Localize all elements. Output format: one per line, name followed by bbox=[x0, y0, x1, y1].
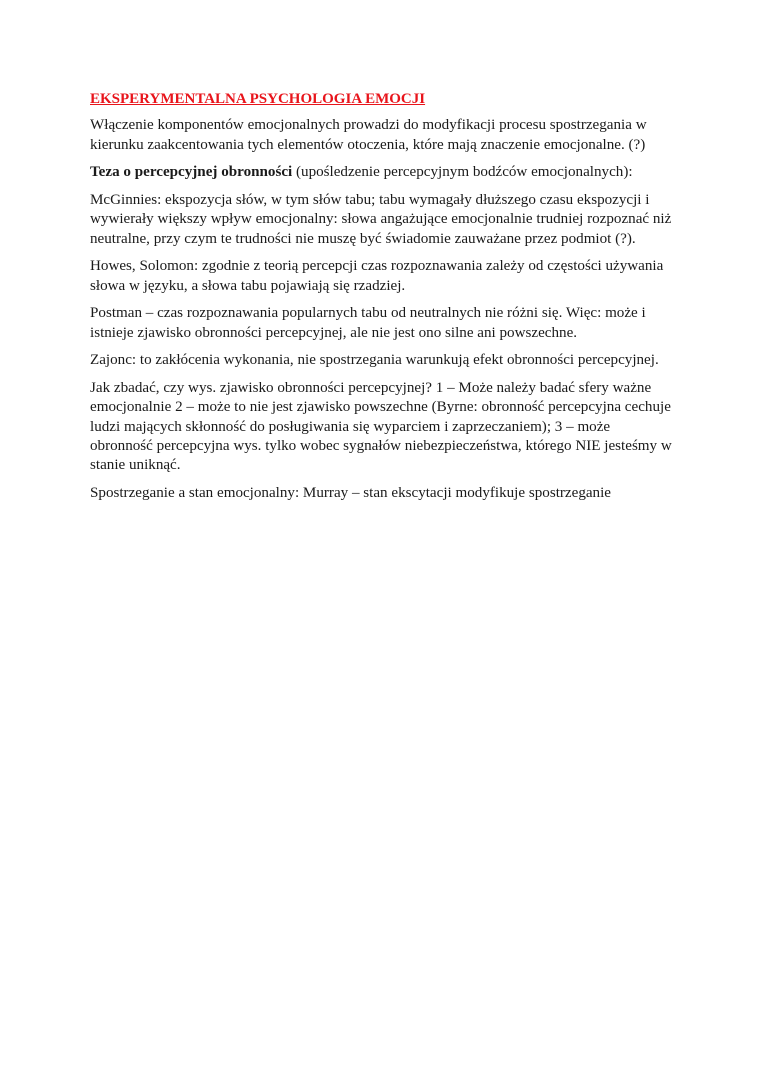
thesis-heading: Teza o percepcyjnej obronności bbox=[90, 164, 293, 181]
paragraph-how-to-study: Jak zbadać, czy wys. zjawisko obronności percepcyjnej? 1 – Może należy badać sfery ważne emocjonalnie 2 – może to nie jest zjawisko powszechne (Byrne: obronność percepcyjna cechuje ludzi mających skłonność do posługiwania się wyparciem i zaprzeczaniem); 3 – może obronność percepcyjna wys. tylko wobec sygnałów niebezpieczeństwa, którego NIE jesteśmy w stanie uniknąć. bbox=[90, 379, 672, 474]
paragraph-postman: Postman – czas rozpoznawania popularnych tabu od neutralnych nie różni się. Więc: może i istnieje zjawisko obronności percepcyjnej, ale nie jest ono silne ani powszechne. bbox=[90, 305, 646, 341]
paragraph-howes-solomon: Howes, Solomon: zgodnie z teorią percepcji czas rozpoznawania zależy od częstości używania słowa w języku, a słowa tabu pojawiają się rzadziej. bbox=[90, 258, 664, 294]
paragraph-mcginnies: McGinnies: ekspozycja słów, w tym słów tabu; tabu wymagały dłuższego czasu ekspozycji i wywierały większy wpływ emocjonalny: słowa angażujące emocjonalnie trudniej rozpoznać niż neutralne, przy czym te trudności nie muszę być świadomie zauważane przez podmiot (?). bbox=[90, 191, 672, 247]
document-title: EKSPERYMENTALNA PSYCHOLOGIA EMOCJI bbox=[90, 91, 426, 107]
document-body bbox=[90, 90, 676, 511]
paragraph-murray: Spostrzeganie a stan emocjonalny: Murray – stan ekscytacji modyfikuje spostrzeganie bbox=[90, 484, 611, 501]
paragraph-thesis bbox=[90, 163, 676, 182]
paragraph-intro: Włączenie komponentów emocjonalnych prowadzi do modyfikacji procesu spostrzegania w kierunku zaakcentowania tych elementów otoczenia, które mają znaczenie emocjonalne. (?) bbox=[90, 117, 647, 153]
paragraph-zajonc: Zajonc: to zakłócenia wykonania, nie spostrzegania warunkują efekt obronności percepcyjnej. bbox=[90, 352, 659, 369]
thesis-description: (upośledzenie percepcyjnym bodźców emocjonalnych): bbox=[292, 164, 633, 181]
